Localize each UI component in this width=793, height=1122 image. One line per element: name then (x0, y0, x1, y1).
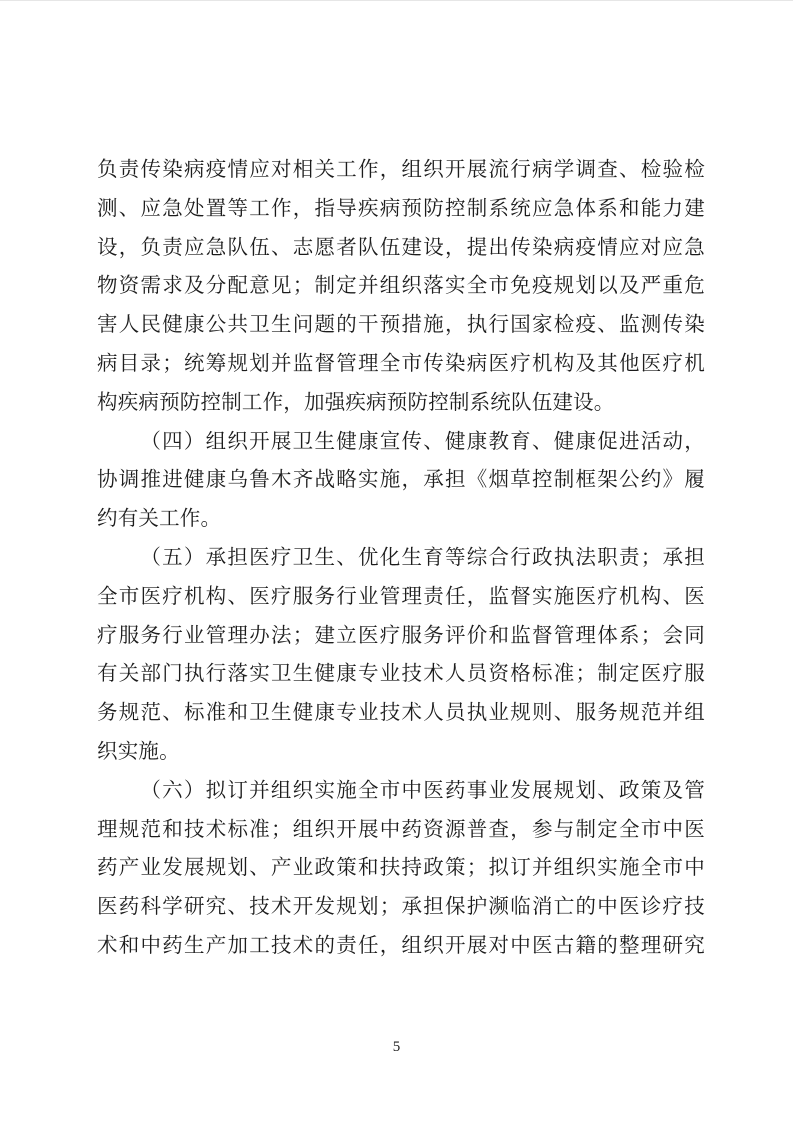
text-line: 负责传染病疫情应对相关工作，组织开展流行病学调查、检验检 (97, 159, 705, 181)
text-line: 约有关工作。 (97, 508, 222, 531)
text-line: （五）承担医疗卫生、优化生育等综合行政执法职责；承担 (140, 546, 705, 569)
text-line: 设，负责应急队伍、志愿者队伍建设，提出传染病疫情应对应急 (97, 236, 705, 259)
text-line: （六）拟订并组织实施全市中医药事业发展规划、政策及管 (140, 779, 705, 802)
text-line: （四）组织开展卫生健康宣传、健康教育、健康促进活动， (140, 430, 705, 453)
text-line: 理规范和技术标准；组织开展中药资源普查，参与制定全市中医 (97, 818, 705, 841)
text-line: 织实施。 (97, 740, 180, 763)
text-line: 病目录；统筹规划并监督管理全市传染病医疗机构及其他医疗机 (97, 352, 705, 375)
text-line: 物资需求及分配意见；制定并组织落实全市免疫规划以及严重危 (97, 275, 705, 298)
text-line: 构疾病预防控制工作，加强疾病预防控制系统队伍建设。 (97, 391, 615, 414)
text-line: 务规范、标准和卫生健康专业技术人员执业规则、服务规范并组 (97, 702, 705, 725)
text-line: 测、应急处置等工作，指导疾病预防控制系统应急体系和能力建 (97, 197, 705, 220)
page-number: 5 (392, 1039, 401, 1055)
text-line: 全市医疗机构、医疗服务行业管理责任，监督实施医疗机构、医 (97, 585, 705, 608)
text-line: 医药科学研究、技术开发规划；承担保护濒临消亡的中医诊疗技 (97, 896, 705, 919)
text-line: 害人民健康公共卫生问题的干预措施，执行国家检疫、监测传染 (97, 314, 705, 337)
text-line: 协调推进健康乌鲁木齐战略实施，承担《烟草控制框架公约》履 (97, 469, 705, 492)
document-body (97, 151, 705, 966)
text-line: 药产业发展规划、产业政策和扶持政策；拟订并组织实施全市中 (97, 857, 705, 880)
text-line: 疗服务行业管理办法；建立医疗服务评价和监督管理体系；会同 (97, 624, 705, 647)
text-line: 术和中药生产加工技术的责任，组织开展对中医古籍的整理研究 (97, 934, 705, 957)
text-line: 有关部门执行落实卫生健康专业技术人员资格标准；制定医疗服 (97, 663, 705, 686)
